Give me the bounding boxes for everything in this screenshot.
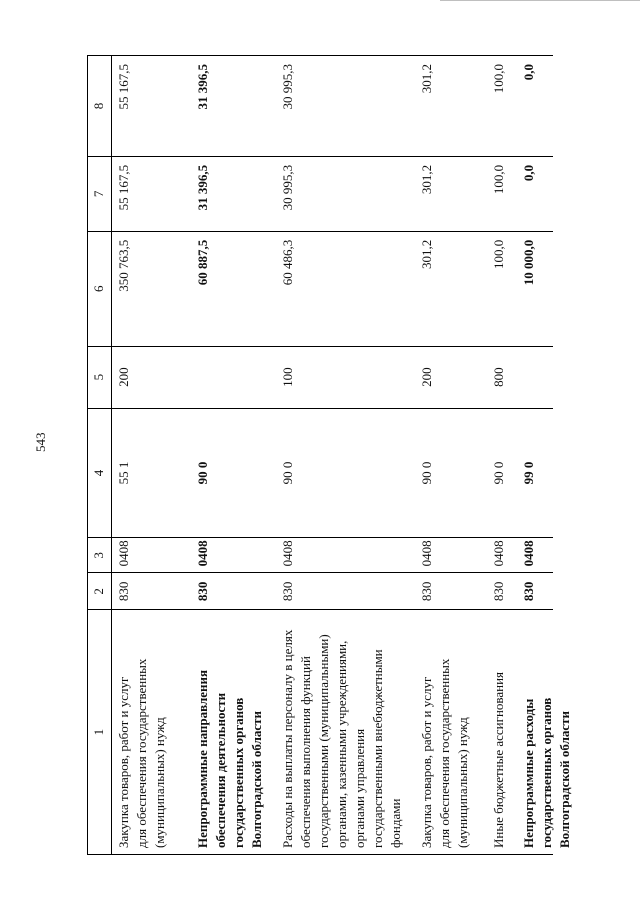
expense-type-cell: 200 bbox=[415, 346, 487, 408]
table-header-row bbox=[88, 56, 112, 854]
expense-type-cell bbox=[517, 346, 553, 408]
admin-code-cell: 830 bbox=[276, 572, 416, 609]
row-name-cell bbox=[517, 609, 572, 854]
row-name-line: Закупка товаров, работ и услуг bbox=[419, 676, 435, 848]
section-code-cell: 0408 bbox=[112, 537, 191, 572]
row-name-line: Волгоградской области bbox=[248, 710, 264, 848]
row-name-line: для обеспечения государственных bbox=[437, 658, 453, 848]
table-row bbox=[517, 56, 572, 854]
row-name-cell bbox=[487, 609, 517, 854]
target-code-cell: 90 0 bbox=[415, 408, 487, 538]
admin-code-cell: 830 bbox=[415, 572, 487, 609]
amount-cell-8: 30 995,3 bbox=[279, 64, 295, 110]
section-code-cell: 0408 bbox=[487, 537, 517, 572]
row-name-line: Непрограммные направления bbox=[194, 669, 210, 848]
row-name-line: Волгоградской области bbox=[557, 710, 572, 848]
row-name-cell bbox=[191, 609, 276, 854]
row-name-line: (муниципальных) нужд bbox=[455, 717, 471, 848]
amount-cell-8: 0,0 bbox=[521, 64, 536, 81]
row-name-line: государственных органов bbox=[230, 697, 246, 848]
row-name-line: государственными внебюджетными bbox=[369, 649, 385, 848]
amount-cell-8: 31 396,5 bbox=[194, 64, 210, 110]
target-code-cell: 90 0 bbox=[487, 408, 517, 538]
amount-cell-6: 10 000,0 bbox=[517, 231, 553, 346]
page-number: 543 bbox=[33, 432, 48, 452]
row-name-line: государственными (муниципальными) bbox=[315, 634, 331, 848]
budget-table bbox=[87, 55, 572, 855]
expense-type-cell bbox=[191, 346, 276, 408]
header-col-2: 2 bbox=[88, 572, 111, 609]
table-row bbox=[415, 56, 487, 854]
section-code-cell: 0408 bbox=[415, 537, 487, 572]
expense-type-cell: 200 bbox=[112, 346, 191, 408]
row-name-line: Иные бюджетные ассигнования bbox=[491, 671, 507, 848]
row-name-line: фондами bbox=[387, 798, 403, 848]
amount-cell-6: 60 887,5 bbox=[191, 231, 276, 346]
amount-cell-8: 100,0 bbox=[491, 64, 507, 94]
target-code-cell: 90 0 bbox=[191, 408, 276, 538]
amount-cell-7: 30 995,3 bbox=[276, 156, 416, 231]
expense-type-cell: 800 bbox=[487, 346, 517, 408]
amount-cell-8: 55 167,5 bbox=[115, 64, 131, 110]
row-name-line: (муниципальных) нужд bbox=[151, 717, 167, 848]
header-col-1: 1 bbox=[88, 609, 111, 854]
row-name-line: органами управления bbox=[351, 728, 367, 848]
admin-code-cell: 830 bbox=[191, 572, 276, 609]
header-col-5: 5 bbox=[88, 346, 111, 408]
amount-cell-7: 301,2 bbox=[415, 156, 487, 231]
row-name-line: для обеспечения государственных bbox=[133, 658, 149, 848]
row-name-cell bbox=[112, 609, 191, 854]
amount-cell-6: 100,0 bbox=[487, 231, 517, 346]
target-code-cell: 55 1 bbox=[112, 408, 191, 538]
amount-cell-8: 301,2 bbox=[419, 64, 435, 94]
table-row bbox=[112, 56, 191, 854]
row-name-line: государственных органов bbox=[539, 697, 554, 848]
row-name-cell bbox=[415, 609, 487, 854]
amount-cell-7: 0,0 bbox=[517, 156, 553, 231]
table-row bbox=[191, 56, 276, 854]
section-code-cell: 0408 bbox=[191, 537, 276, 572]
header-col-8: 8 bbox=[91, 102, 106, 110]
table-row bbox=[276, 56, 416, 854]
target-code-cell: 90 0 bbox=[276, 408, 416, 538]
row-name-line: Непрограммные расходы bbox=[521, 698, 536, 848]
row-name-line: Расходы на выплаты персоналу в целях bbox=[279, 629, 295, 848]
top-rule bbox=[0, 0, 640, 4]
amount-cell-7: 31 396,5 bbox=[191, 156, 276, 231]
admin-code-cell: 830 bbox=[112, 572, 191, 609]
table-row bbox=[487, 56, 517, 854]
target-code-cell: 99 0 bbox=[517, 408, 553, 538]
admin-code-cell: 830 bbox=[487, 572, 517, 609]
row-name-line: Закупка товаров, работ и услуг bbox=[115, 676, 131, 848]
amount-cell-7: 55 167,5 bbox=[112, 156, 191, 231]
row-name-line: органами, казенными учреждениями, bbox=[333, 640, 349, 848]
header-col-4: 4 bbox=[88, 408, 111, 538]
amount-cell-6: 350 763,5 bbox=[112, 231, 191, 346]
amount-cell-7: 100,0 bbox=[487, 156, 517, 231]
header-col-6: 6 bbox=[88, 231, 111, 346]
amount-cell-6: 301,2 bbox=[415, 231, 487, 346]
row-name-cell bbox=[276, 609, 416, 854]
section-code-cell: 0408 bbox=[276, 537, 416, 572]
row-name-line: обеспечения выполнения функций bbox=[297, 656, 313, 848]
section-code-cell: 0408 bbox=[517, 537, 553, 572]
header-col-3: 3 bbox=[88, 537, 111, 572]
header-col-7: 7 bbox=[88, 156, 111, 231]
amount-cell-6: 60 486,3 bbox=[276, 231, 416, 346]
admin-code-cell: 830 bbox=[517, 572, 553, 609]
expense-type-cell: 100 bbox=[276, 346, 416, 408]
row-name-line: обеспечения деятельности bbox=[212, 692, 228, 848]
